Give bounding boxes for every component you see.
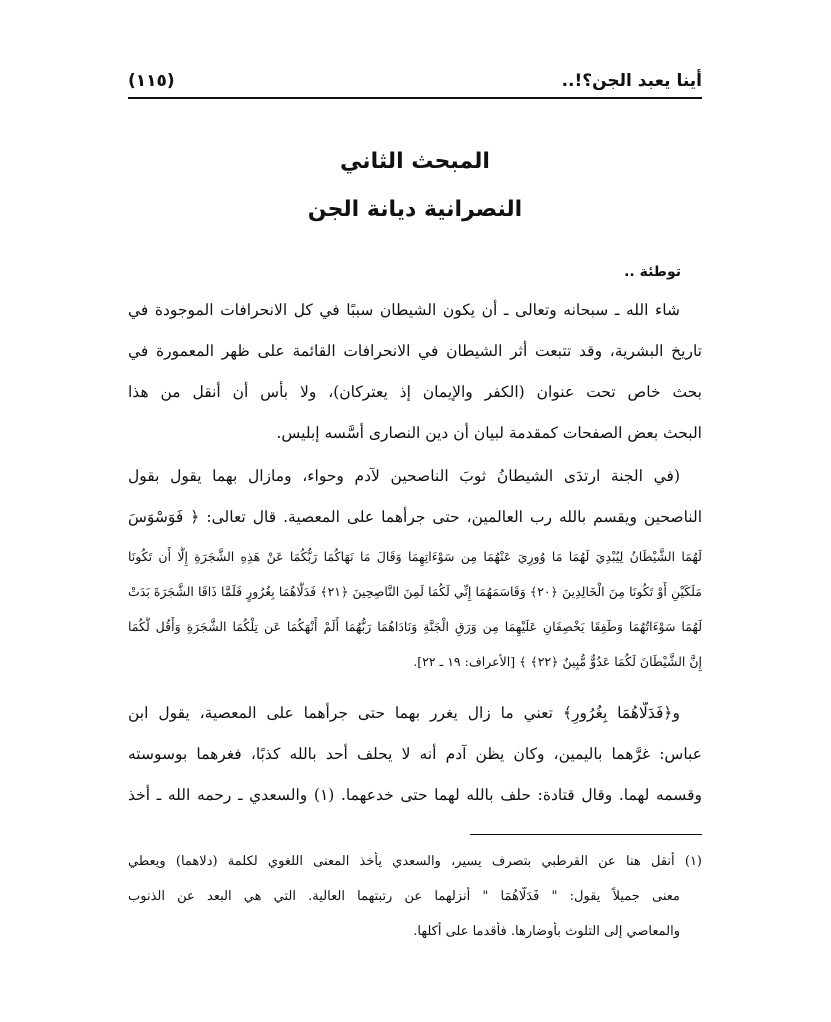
header-rule: [128, 97, 702, 99]
paragraph-line: وقسمه لهما. وقال قتادة: حلف بالله لهما حتى خدعهما. (١) والسعدي ـ رحمه الله ـ أخذ: [128, 786, 702, 804]
quran-verse-line: لَهُمَا الشَّيْطَانُ لِيُبْدِيَ لَهُمَا مَا وُورِيَ عَنْهُمَا مِن سَوْءَاتِهِمَا وَقَالَ مَا نَهَاكُمَا رَبُّكُمَا عَنْ هَذِهِ الشَّجَرَةِ إِلَّا أَن تَكُونَا: [128, 549, 702, 564]
paragraph-line: و﴿فَدَلَّاهُمَا بِغُرُورٍ﴾ تعني ما زال يغرر بهما حتى جرأهما على المعصية، يقول ابن: [128, 704, 680, 722]
quran-verse-line: لَهُمَا سَوْءَاتُهُمَا وَطَفِقَا يَخْصِفَانِ عَلَيْهِمَا مِن وَرَقِ الْجَنَّةِ وَنَادَاهُمَا رَبُّهُمَا أَلَمْ أَنْهَكُمَا عَن تِلْكُمَا الشَّجَرَةِ وَأَقُل لَّكُمَا: [128, 619, 702, 634]
running-header: [128, 70, 702, 96]
paragraph-line: شاء الله ـ سبحانه وتعالى ـ أن يكون الشيطان سببًا في كل الانحرافات الموجودة في: [128, 301, 680, 319]
page-number: (١١٥): [128, 71, 175, 91]
paragraph-line: عباس: غرَّهما باليمين، وكان يظن آدم أنه لا يحلف أحد بالله كذبًا، فغرهما بوسوسته: [128, 745, 702, 763]
quran-verse-line: إِنَّ الشَّيْطَانَ لَكُمَا عَدُوٌّ مُّبِينٌ ﴿٢٢﴾ ﴾ [الأعراف: ١٩ ـ ٢٢].: [413, 654, 702, 669]
intro-label: توطئة ..: [624, 264, 681, 280]
paragraph-line: البحث بعض الصفحات كمقدمة لبيان أن دين النصارى أَسَّسه إبليس.: [276, 424, 702, 442]
paragraph-line: الناصحين ويقسم بالله رب العالمين، حتى جرأهما على المعصية. قال تعالى: ﴿ فَوَسْوَسَ: [128, 508, 702, 526]
footnote-line: (١) أنقل هنا عن القرطبي بتصرف يسير، والسعدي يأخذ المعنى اللغوي لكلمة (دلاهما) ويعطي: [128, 854, 702, 869]
footnote-line: والمعاصي إلى التلوث بأوضارها. فأقدما على أكلها.: [413, 924, 680, 939]
quran-verse-line: مَلَكَيْنِ أَوْ تَكُونَا مِنَ الْخَالِدِينَ ﴿٢٠﴾ وَقَاسَمَهُمَا إِنِّي لَكُمَا لَمِنَ النَّاصِحِينَ ﴿٢١﴾ فَدَلَّاهُمَا بِغُرُورٍ فَلَمَّا ذَاقَا الشَّجَرَةَ بَدَتْ: [128, 584, 702, 599]
running-title: أينا يعبد الجن؟!..: [561, 71, 702, 91]
paragraph-line: تاريخ البشرية، وقد تتبعت أثر الشيطان في الانحرافات القائمة على ظهر المعمورة في: [128, 342, 702, 360]
section-title: المبحث الثاني: [340, 149, 490, 174]
section-subtitle: النصرانية ديانة الجن: [307, 197, 523, 222]
footnote-rule: [470, 834, 702, 835]
paragraph-line: (في الجنة ارتدَى الشيطانُ ثوبَ الناصحين لآدم وحواء، ومازال بهما يقول بقول: [128, 467, 680, 485]
paragraph-line: بحث خاص تحت عنوان (الكفر والإيمان إذ يعتركان)، ولا بأس أن أنقل من هذا: [128, 383, 702, 401]
footnote-line: معنى جميلاً يقول: " فَدَلَّاهُمَا " أنزلهما عن رتبتهما العالية. التي هي البعد عن الذنوب: [128, 889, 680, 904]
